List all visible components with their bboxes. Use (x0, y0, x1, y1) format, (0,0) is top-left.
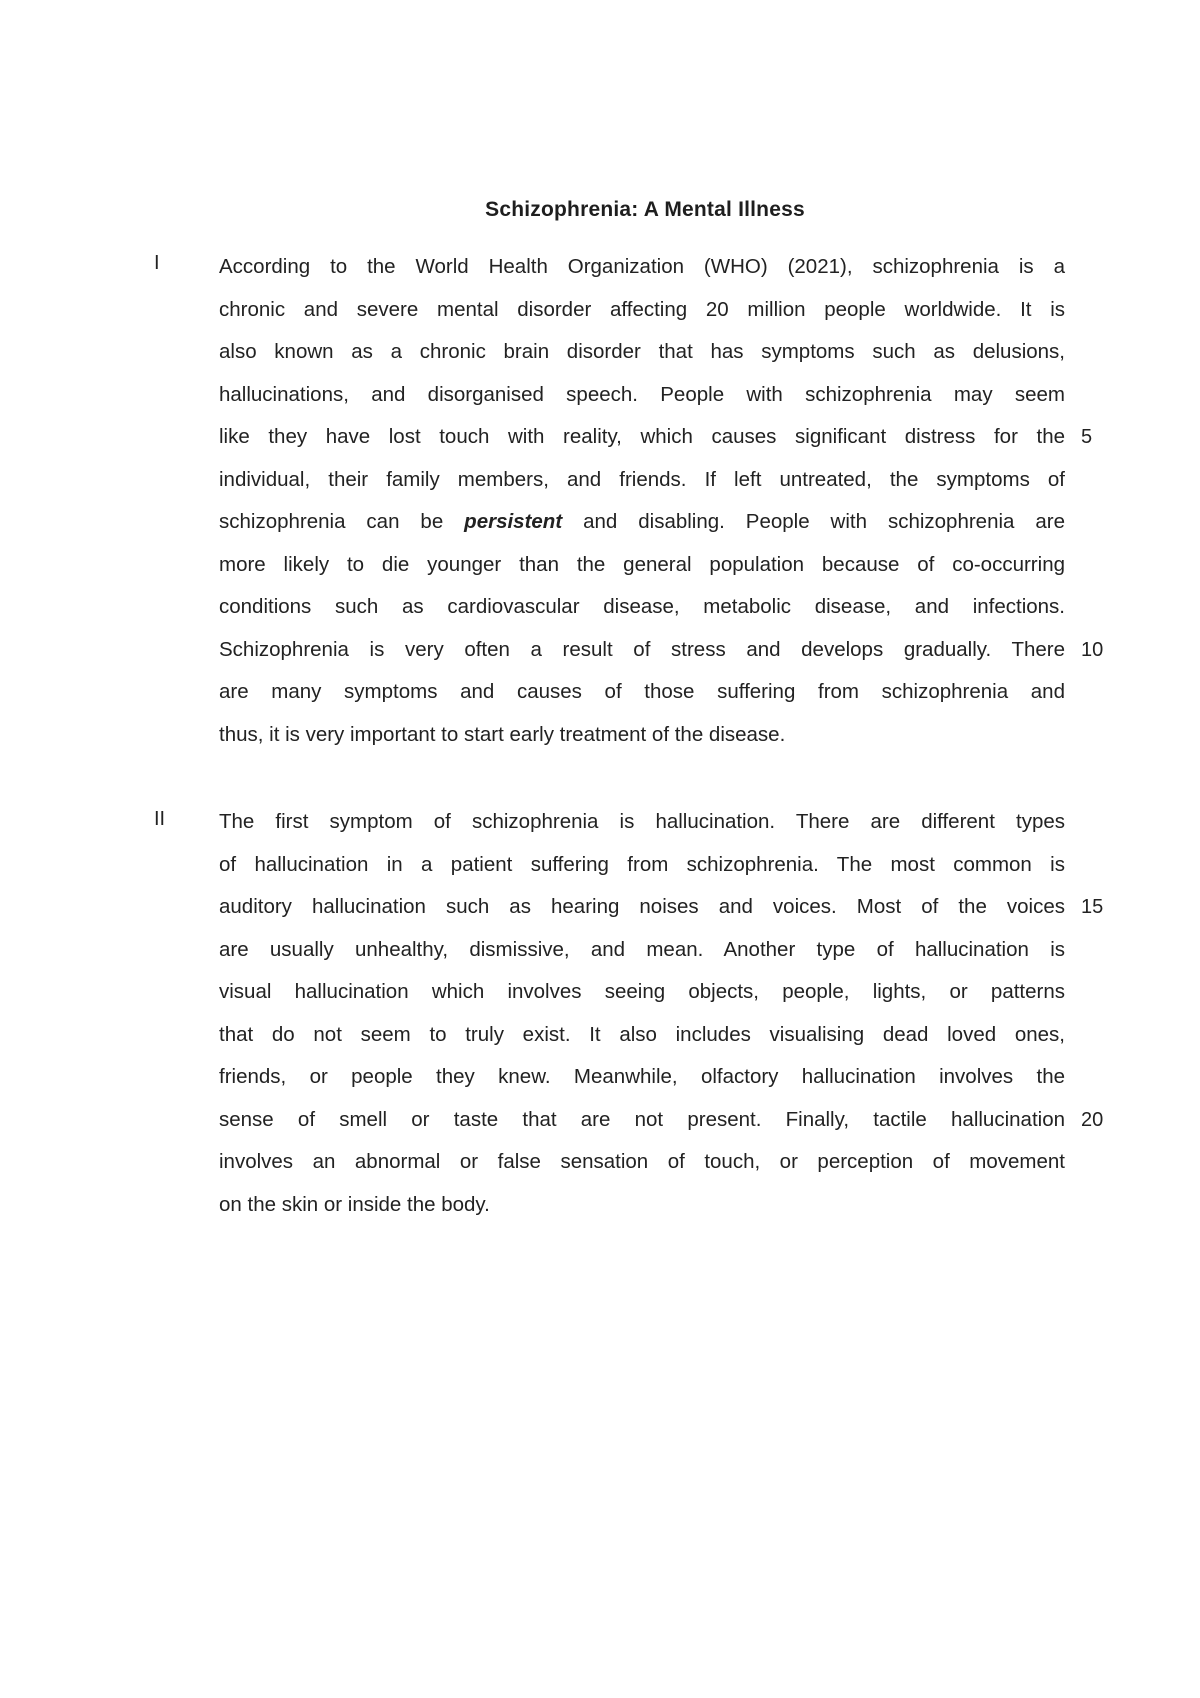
paragraph-body (219, 801, 1104, 1226)
document-title: Schizophrenia: A Mental Illness (485, 198, 805, 221)
text-line: conditions such as cardiovascular disease, metabolic disease, and infections. (219, 595, 1065, 618)
text-line: sense of smell or taste that are not present. Finally, tactile hallucination 20 (219, 1099, 1065, 1142)
text-line: chronic and severe mental disorder affecting 20 million people worldwide. It is (219, 297, 1065, 321)
text-line: of hallucination in a patient suffering from schizophrenia. The most common is (219, 852, 1065, 876)
text-line: also known as a chronic brain disorder that has symptoms such as delusions, (219, 340, 1065, 363)
text-line: visual hallucination which involves seeing objects, people, lights, or patterns (219, 980, 1065, 1003)
line-number: 20 (1081, 1108, 1104, 1131)
text-line: Schizophrenia is very often a result of stress and develops gradually. There 10 (219, 629, 1065, 672)
paragraph-marker: I (154, 252, 160, 274)
text-line: The first symptom of schizophrenia is hallucination. There are different types (219, 810, 1065, 833)
text-line: involves an abnormal or false sensation of touch, or perception of movement (219, 1150, 1065, 1173)
text-line: friends, or people they knew. Meanwhile, olfactory hallucination involves the (219, 1065, 1065, 1088)
text-line: auditory hallucination such as hearing noises and voices. Most of the voices 15 (219, 886, 1065, 929)
text-line: that do not seem to truly exist. It also includes visualising dead loved ones, (219, 1022, 1065, 1046)
paragraph-marker: II (154, 808, 166, 830)
text-line: individual, their family members, and friends. If left untreated, the symptoms of (219, 467, 1065, 491)
text-line: hallucinations, and disorganised speech. People with schizophrenia may seem (219, 382, 1065, 406)
line-number: 5 (1081, 426, 1093, 448)
text-line: thus, it is very important to start early treatment of the disease. (219, 722, 786, 746)
text-line: are usually unhealthy, dismissive, and mean. Another type of hallucination is (219, 937, 1065, 961)
emphasized-word: persistent (464, 510, 563, 533)
text-line: more likely to die younger than the general population because of co-occurring (219, 552, 1065, 576)
text-line: schizophrenia can be persistent and disabling. People with schizophrenia are (219, 510, 1066, 533)
text-line: on the skin or inside the body. (219, 1192, 490, 1216)
line-number: 15 (1081, 896, 1104, 918)
text-line: are many symptoms and causes of those suffering from schizophrenia and (219, 680, 1065, 703)
text-line: According to the World Health Organization (WHO) (2021), schizophrenia is a (219, 255, 1065, 278)
line-number: 10 (1081, 638, 1104, 661)
paragraph-body (219, 246, 1104, 756)
text-line: like they have lost touch with reality, which causes significant distress for the 5 (219, 416, 1065, 459)
